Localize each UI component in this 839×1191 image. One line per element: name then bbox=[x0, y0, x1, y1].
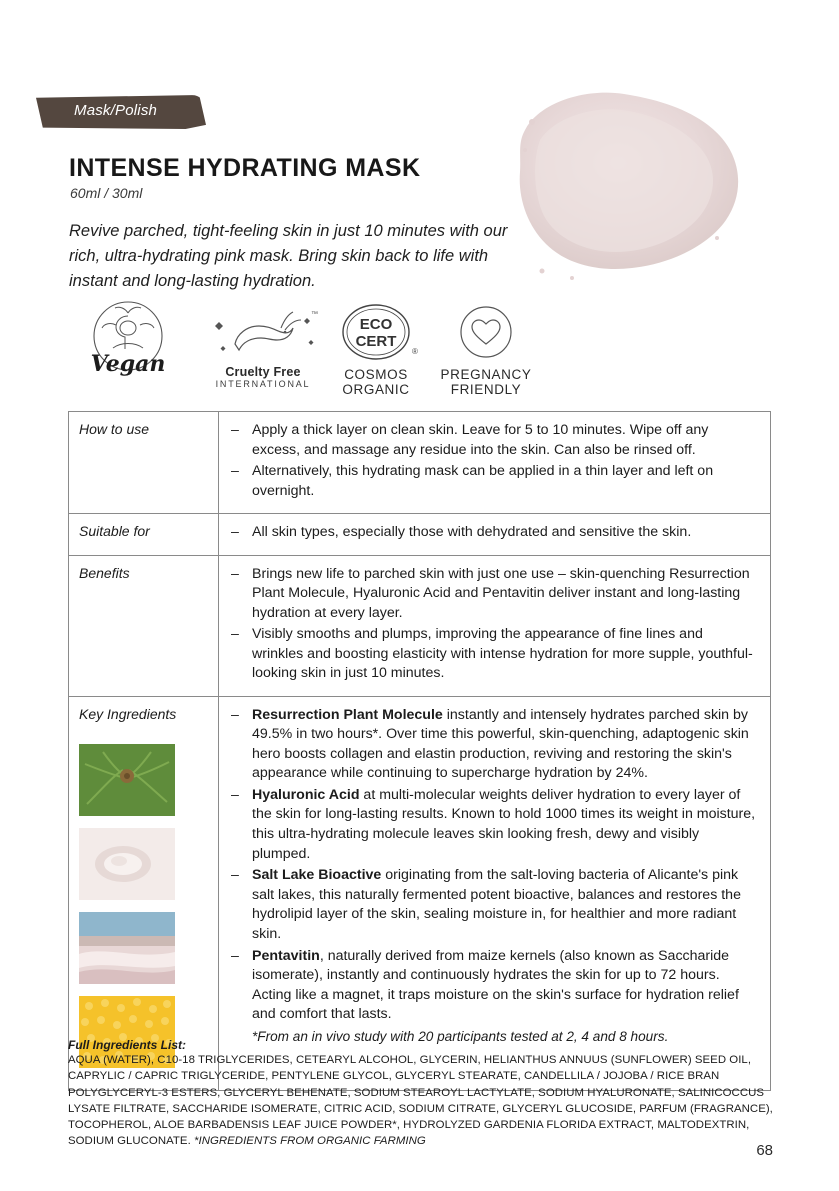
list-item bbox=[227, 947, 758, 1025]
svg-text:™: ™ bbox=[311, 311, 318, 318]
key-ingredients-body bbox=[219, 697, 770, 1090]
certification-badges bbox=[68, 300, 548, 398]
cosmos-organic-badge-line2: ORGANIC bbox=[342, 382, 410, 397]
table-row-suitable-for bbox=[69, 514, 770, 556]
pregnancy-friendly-badge bbox=[426, 306, 546, 397]
cosmos-organic-badge bbox=[321, 302, 431, 397]
key-ingredient-thumbnails bbox=[79, 744, 210, 1068]
ingredient-name: Resurrection Plant Molecule bbox=[252, 706, 443, 723]
full-ingredients-note: *INGREDIENTS FROM ORGANIC FARMING bbox=[194, 1135, 426, 1148]
key-ingredients-left bbox=[69, 697, 219, 1090]
list-item bbox=[227, 786, 758, 864]
pregnancy-friendly-badge-line1: PREGNANCY bbox=[440, 367, 532, 382]
table-row-how-to-use bbox=[69, 412, 770, 514]
row-label-how-to-use: How to use bbox=[69, 412, 219, 513]
ingredient-name: Hyaluronic Acid bbox=[252, 786, 360, 803]
heart-circle-icon bbox=[431, 306, 541, 362]
product-details-table bbox=[68, 411, 771, 1091]
product-size: 60ml / 30ml bbox=[70, 185, 143, 201]
ingredient-text: originating from the salt-loving bacteria of Alicante's pink salt lakes, this naturally fermented potent bioactive, balances and restores the hydrolipid layer of the skin, sealing moisture in, for healthier and more radiant skin. bbox=[252, 867, 741, 943]
product-smear-image bbox=[512, 88, 747, 288]
ingredient-name: Pentavitin bbox=[252, 947, 320, 964]
list-item bbox=[227, 706, 758, 784]
cruelty-free-badge-sublabel: INTERNATIONAL bbox=[215, 379, 311, 389]
svg-text:ECO: ECO bbox=[359, 316, 393, 333]
key-ingredients-footnote: *From an in vivo study with 20 participants tested at 2, 4 and 8 hours. bbox=[252, 1029, 669, 1044]
full-ingredients-list bbox=[68, 1052, 774, 1150]
page-title: INTENSE HYDRATING MASK bbox=[69, 154, 421, 182]
ingredient-text: , naturally derived from maize kernels (also known as Saccharide isomerate), instantly and continuously hydrates the skin for up to 72 hours. Acting like a magnet, it traps moisture on the skin's surface for hydration relief and comfort that lasts. bbox=[252, 947, 739, 1023]
row-label-key-ingredients: Key Ingredients bbox=[79, 705, 177, 722]
list-item: – Brings new life to parched skin with just one use – skin-quenching Resurrection Plant Molecule, Hyaluronic Acid and Pentavitin deliver instant and long-lasting hydration at every layer. bbox=[227, 565, 758, 624]
ecocert-icon bbox=[322, 302, 430, 362]
row-body-benefits bbox=[219, 556, 770, 696]
cosmos-organic-badge-line1: COSMOS bbox=[344, 367, 408, 382]
list-item bbox=[227, 866, 758, 944]
page-number: 68 bbox=[756, 1142, 773, 1159]
list-item: – All skin types, especially those with dehydrated and sensitive the skin. bbox=[227, 523, 758, 543]
list-item: – Alternatively, this hydrating mask can be applied in a thin layer and left on overnight. bbox=[227, 462, 758, 501]
row-body-how-to-use bbox=[219, 412, 770, 513]
hyaluronic-acid-thumb bbox=[79, 828, 175, 900]
cruelty-free-badge-label: Cruelty Free bbox=[225, 365, 301, 379]
list-item: – Visibly smooths and plumps, improving the appearance of fine lines and wrinkles and boosting elasticity with intense hydration for more supple, youthful-looking skin in just 10 minutes. bbox=[227, 625, 758, 684]
salt-lake-thumb bbox=[79, 912, 175, 984]
row-body-suitable-for bbox=[219, 514, 770, 555]
vegan-badge-label: Vegan bbox=[90, 351, 166, 377]
vegan-badge bbox=[68, 300, 188, 377]
pregnancy-friendly-badge-line2: FRIENDLY bbox=[450, 382, 522, 397]
product-intro: Revive parched, tight-feeling skin in just 10 minutes with our rich, ultra-hydrating pink mask. Bring skin back to life with instant and long-lasting hydration. bbox=[69, 222, 508, 290]
ingredient-name: Salt Lake Bioactive bbox=[252, 867, 382, 884]
ingredient-text: at multi-molecular weights deliver hydration to every layer of the skin for long-lasting results. Known to hold 1000 times its weight in moisture, this ultra-hydrating molecule leaves skin looking fresh, dewy and visibly plumped. bbox=[252, 786, 756, 862]
ingredient-text: instantly and intensely hydrates parched skin by 49.5% in two hours*. Over time this powerful, skin-quenching, adaptogenic skin hero boosts collagen and elastin production, reviving and restoring the skin's appearance while continuing to supercharge hydration by 24%. bbox=[252, 706, 749, 782]
resurrection-plant-thumb bbox=[79, 744, 175, 816]
full-ingredients-heading: Full Ingredients List: bbox=[68, 1038, 187, 1052]
table-row-benefits bbox=[69, 556, 770, 697]
svg-text:®: ® bbox=[412, 347, 418, 356]
full-ingredients-text: AQUA (WATER), C10-18 TRIGLYCERIDES, CETEARYL ALCOHOL, GLYCERIN, HELIANTHUS ANNUUS (SUNFLOWER) SEED OIL, CAPRYLIC / CAPRIC TRIGLYCERIDE, PENTYLENE GLYCOL, GLYCERYL STEARATE, CANDELLILA / JOJOBA / RICE BRAN POLYGLYCERYL-3 ESTERS, GLYCERYL BEHENATE, SODIUM STEAROYL LACTYLATE, SODIUM HYALURONATE, SALINICOCCUS LYSATE FILTRATE, SACCHARIDE ISOMERATE, CITRIC ACID, SODIUM CITRATE, GLYCERYL GLUCOSIDE, PARFUM (FRAGRANCE), TOCOPHEROL, ALOE BARBADENSIS LEAF JUICE POWDER*, HYDROLYZED GARDENIA FLORIDA EXTRACT, MALTODEXTRIN, SODIUM GLUCONATE. bbox=[68, 1054, 773, 1148]
svg-text:CERT: CERT bbox=[355, 333, 397, 350]
category-tag-label: Mask/Polish bbox=[74, 102, 158, 119]
cruelty-free-badge bbox=[198, 300, 328, 389]
table-row-key-ingredients bbox=[69, 697, 770, 1091]
row-label-suitable-for: Suitable for bbox=[69, 514, 219, 555]
category-tag bbox=[36, 95, 206, 129]
list-item: – Apply a thick layer on clean skin. Leave for 5 to 10 minutes. Wipe off any excess, and massage any residue into the skin. Can also be rinsed off. bbox=[227, 421, 758, 460]
row-label-benefits: Benefits bbox=[69, 556, 219, 696]
leaping-bunny-icon bbox=[199, 300, 327, 360]
